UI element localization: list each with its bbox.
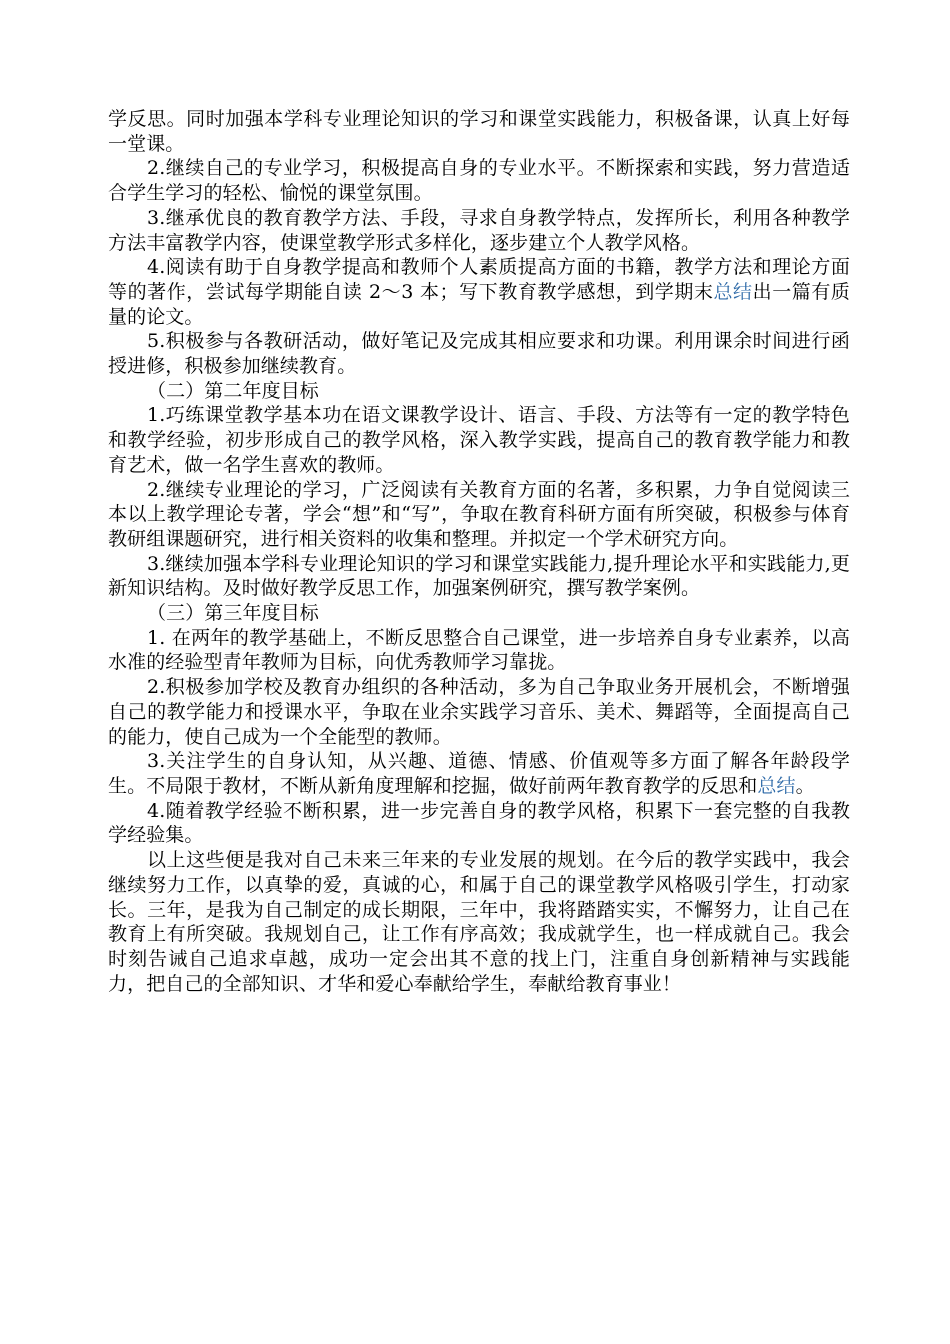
paragraph-text: 5.积极参与各教研活动，做好笔记及完成其相应要求和功课。利用课余时间进行函授进修，积极参加继续教育。: [108, 330, 850, 378]
heading-text: （三）第三年度目标: [147, 602, 319, 625]
paragraph-text: 3.继承优良的教育教学方法、手段，寻求自身教学特点，发挥所长，利用各种教学方法丰富教学内容，使课堂教学形式多样化，逐步建立个人教学风格。: [108, 206, 850, 254]
paragraph-text: 2.积极参加学校及教育办组织的各种活动，多为自己争取业务开展机会，不断增强自己的教学能力和授课水平，争取在业余实践学习音乐、美术、舞蹈等，全面提高自己的能力，使自己成为一个全能型的教师。: [108, 676, 850, 748]
year3-item-2: [108, 675, 850, 749]
paragraph-text: 以上这些便是我对自己未来三年来的专业发展的规划。在今后的教学实践中，我会继续努力工作，以真挚的爱，真诚的心，和属于自己的课堂教学风格吸引学生，打动家长。三年，是我为自己制定的成长期限，三年中，我将踏踏实实，不懈努力，让自己在教育上有所突破。我规划自己，让工作有序高效；我成就学生，也一样成就自己。我会时刻告诫自己追求卓越，成功一定会出其不意的找上门，注重自身创新精神与实践能力，把自己的全部知识、才华和爱心奉献给学生，奉献给教育事业！: [108, 849, 850, 995]
paragraph-text: 2.继续自己的专业学习，积极提高自身的专业水平。不断探索和实践，努力营造适合学生学习的轻松、愉悦的课堂氛围。: [108, 157, 850, 205]
section-heading-year3: [108, 601, 850, 626]
year2-item-3: [108, 552, 850, 601]
year3-item-3: [108, 749, 850, 798]
year1-item-4: [108, 255, 850, 329]
heading-text: （二）第二年度目标: [147, 379, 319, 402]
paragraph-text: 1.巧练课堂教学基本功在语文课教学设计、语言、手段、方法等有一定的教学特色和教学经验，初步形成自己的教学风格，深入教学实践，提高自己的教育教学能力和教育艺术，做一名学生喜欢的教师。: [108, 404, 850, 476]
summary-link[interactable]: 总结: [713, 280, 753, 303]
year1-item-3: [108, 206, 850, 255]
year3-item-1: [108, 626, 850, 675]
paragraph-text: 。: [795, 774, 815, 797]
summary-link[interactable]: 总结: [757, 774, 796, 797]
year2-item-1: [108, 403, 850, 477]
year2-item-2: [108, 478, 850, 552]
paragraph-text: 4.阅读有助于自身教学提高和教师个人素质提高方面的书籍，教学方法和理论方面等的著作，尝试每学期能自读 2～3 本；写下教育教学感想，到学期末: [108, 256, 850, 303]
paragraph-text: 出一篇有质量的论文。: [108, 280, 850, 328]
paragraph-text: 2.继续专业理论的学习，广泛阅读有关教育方面的名著，多积累，力争自觉阅读三本以上教学理论专著，学会“想”和“写”，争取在教育科研方面有所突破，积极参与体育教研组课题研究，进行相关资料的收集和整理。并拟定一个学术研究方向。: [108, 478, 850, 550]
document-page: [108, 107, 850, 996]
paragraph-text: 4.随着教学经验不断积累，进一步完善自身的教学风格，积累下一套完整的自我教学经验集。: [108, 799, 850, 847]
year3-item-4: [108, 799, 850, 848]
paragraph-text: 3.继续加强本学科专业理论知识的学习和课堂实践能力,提升理论水平和实践能力,更新知识结构。及时做好教学反思工作，加强案例研究，撰写教学案例。: [108, 552, 850, 600]
section-heading-year2: [108, 379, 850, 404]
closing-paragraph: [108, 848, 850, 996]
paragraph-text: 1. 在两年的教学基础上，不断反思整合自己课堂，进一步培养自身专业素养，以高水准的经验型青年教师为目标，向优秀教师学习靠拢。: [108, 626, 850, 674]
paragraph-continuation: [108, 107, 850, 156]
year1-item-2: [108, 156, 850, 205]
year1-item-5: [108, 329, 850, 378]
paragraph-text: 学反思。同时加强本学科专业理论知识的学习和课堂实践能力，积极备课，认真上好每一堂课。: [108, 108, 850, 155]
paragraph-text: 3.关注学生的自身认知，从兴趣、道德、情感、价值观等多方面了解各年龄段学生。不局限于教材，不断从新角度理解和挖掘，做好前两年教育教学的反思和: [108, 750, 850, 797]
